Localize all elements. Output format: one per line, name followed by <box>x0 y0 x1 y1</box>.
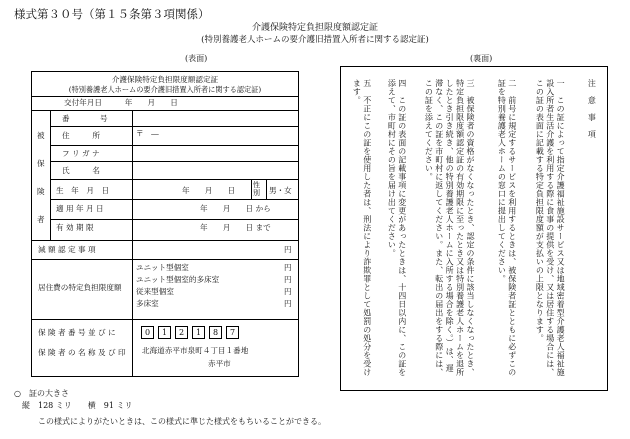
insurer-digit-6: 7 <box>226 326 239 339</box>
document-title: 介護保険特定負担限度額認定証 <box>251 23 378 33</box>
insurer-digit-1: 0 <box>141 326 154 339</box>
room-unit-private-yen: 円 <box>284 263 292 272</box>
insurer-number-label: 保 険 者 番 号 並 び に <box>38 328 116 337</box>
card-size-heading: ○ 証の大きさ <box>14 389 69 398</box>
address-value[interactable]: 〒 ― <box>136 129 159 138</box>
reduction-label: 減 額 認 定 事 項 <box>38 245 96 254</box>
insurer-name-label: 保 険 者 の 名 称 及 び 印 <box>38 348 126 357</box>
insurer-digit-4: 1 <box>192 326 205 339</box>
note-item-1: 一 この証によって指定介護福祉施設サービス又は地域密着型介護老人福祉施設入所者生活介護を利用する際に食事の提供を受け、又は居住する場合には、この証の表面に記載する特定負担限度額が支払いの上限となります。 <box>535 79 566 377</box>
card-subtitle: (特別養護老人ホームの要介護旧措置入所者に関する認定証) <box>68 85 262 94</box>
side-label-1: 被 <box>37 131 45 140</box>
card-title: 介護保険特定負担限度額認定証 <box>111 75 219 84</box>
notes-heading: 注 意 事 項 <box>587 79 597 139</box>
issue-date: 交付年月日 年 月 日 <box>64 98 178 107</box>
back-side-label: (裏面) <box>470 54 493 63</box>
sex-value[interactable]: 男・女 <box>269 186 292 195</box>
birthdate-label: 生 年 月 日 <box>56 186 110 195</box>
residence-cost-label: 居住費の特定負担限度額 <box>38 283 122 292</box>
number-label: 番 号 <box>62 114 108 123</box>
note-item-3: 三 被保険者の資格がなくなったとき、認定の条件に該当しなくなったとき、特定負担限度額認定証の有効期限に至ったとき又は特別養護老人ホームを退所したとき引き続き、他の特別養護老人ホームに入所する場合を除く。）は、遅滞なく、この証を市町村に返してください。また、転出の届出をする際には、この証を添えてください。 <box>424 79 475 377</box>
room-unit-semi-private: ユニット型個室的多床室 <box>136 275 220 284</box>
card-size-value: 縦 128 ミリ 横 91 ミリ <box>22 401 133 410</box>
room-unit-private: ユニット型個室 <box>136 263 189 272</box>
expiry-value[interactable]: 年 月 日 まで <box>200 223 271 232</box>
room-conventional-private: 従来型個室 <box>136 287 174 296</box>
front-side-label: (表面) <box>185 54 208 63</box>
insurer-digit-3: 2 <box>175 326 188 339</box>
expiry-label: 有 効 期 限 <box>56 223 94 232</box>
insurer-city-name: 赤平市 <box>208 359 231 368</box>
reduction-yen: 円 <box>284 245 292 254</box>
side-label-3: 険 <box>37 187 45 196</box>
insurer-address: 北海道赤平市泉町４丁目１番地 <box>142 346 249 355</box>
document-subtitle: (特別養護老人ホームの要介護旧措置入所者に関する認定証) <box>201 35 429 45</box>
room-multi-bed: 多床室 <box>136 299 159 308</box>
insurer-digit-2: 1 <box>158 326 171 339</box>
sex-label: 性別 <box>253 181 260 197</box>
alternate-format-note: この様式によりがたいときは、この様式に準じた様式をもちいることができる。 <box>38 417 326 426</box>
form-number: 様式第３０号（第１５条第３項関係） <box>14 7 210 21</box>
room-unit-semi-private-yen: 円 <box>284 275 292 284</box>
back-card <box>340 66 608 391</box>
front-card <box>31 71 299 377</box>
room-multi-bed-yen: 円 <box>284 299 292 308</box>
note-item-4: 四 この証の表面の記載事項に変更があったときは、十四日以内に、この証を添えて、市町村にその旨を届け出てください。 <box>387 79 407 377</box>
address-label: 住 所 <box>62 131 100 140</box>
room-conventional-private-yen: 円 <box>284 287 292 296</box>
insurer-digit-5: 8 <box>209 326 222 339</box>
note-item-5: 五 不正にこの証を使用した者は、刑法により詐欺罪として処罰の処分を受けます。 <box>352 79 372 377</box>
side-label-2: 保 <box>37 159 45 168</box>
furigana-label: フ リ ガ ナ <box>62 149 100 158</box>
name-label: 氏 名 <box>62 166 100 175</box>
note-item-2: 二 前号に規定するサービスを利用するときは、被保険者証とともに必ずこの証を特別養護老人ホームの窓口に提出してください。 <box>497 79 517 377</box>
start-date-label: 適 用 年 月 日 <box>56 204 104 213</box>
start-date-value[interactable]: 年 月 日 から <box>200 204 271 213</box>
birthdate-value[interactable]: 年 月 日 <box>182 186 236 195</box>
side-label-4: 者 <box>37 215 45 224</box>
